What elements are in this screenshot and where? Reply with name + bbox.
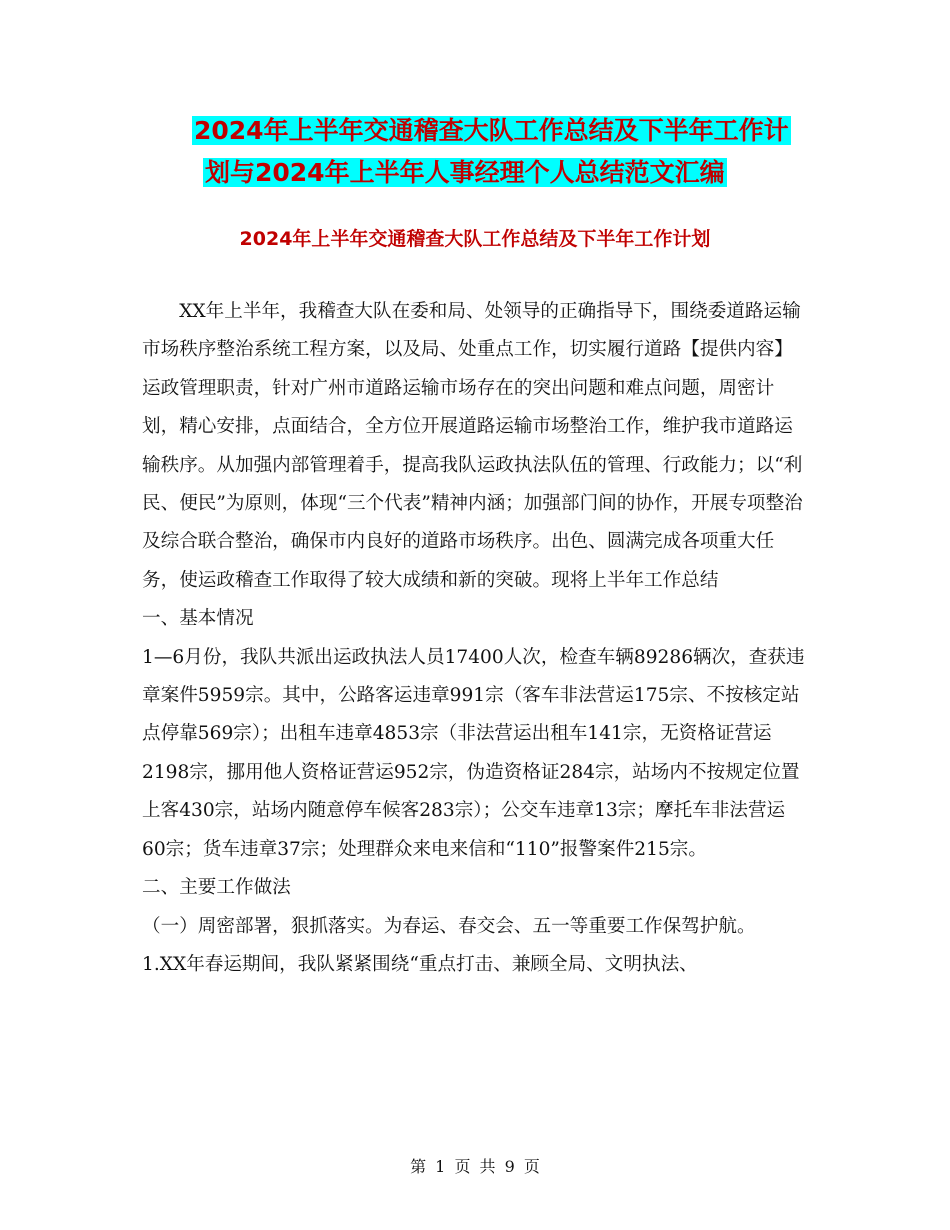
document-main-title-line1: 2024年上半年交通稽查大队工作总结及下半年工作计 xyxy=(194,116,789,145)
document-body xyxy=(142,293,808,984)
document-main-title-line2: 划与2024年上半年人事经理个人总结范文汇编 xyxy=(205,158,725,187)
heading-basic-situation: 一、基本情况 xyxy=(142,608,254,630)
intro-paragraph: XX年上半年，我稽查大队在委和局、处领导的正确指导下，围绕委道路运输市场秩序整治系统工程方案，以及局、处重点工作，切实履行道路【提供内容】 运政管理职责，针对广州市道路运输市场存在的突出问题和难点问题，周密计划，精心安排，点面结合，全方位开展道路运输市场整治工作，维护我市道路运输秩序。从加强内部管理着手，提高我队运政执法队伍的管理、行政能力；以“利民、便民”为原则，体现“三个代表”精神内涵；加强部门间的协作，开展专项整治及综合联合整治，确保市内良好的道路市场秩序。出色、圆满完成各项重大任务，使运政稽查工作取得了较大成绩和新的突破。现将上半年工作总结 xyxy=(142,301,803,591)
page-footer: 第 1 页 共 9 页 xyxy=(410,1157,540,1176)
section-title: 2024年上半年交通稽查大队工作总结及下半年工作计划 xyxy=(239,228,711,250)
heading-main-practices: 二、主要工作做法 xyxy=(142,877,291,899)
subheading-deployment: （一）周密部署，狠抓落实。为春运、春交会、五一等重要工作保驾护航。 xyxy=(142,915,756,937)
statistics-paragraph: 1—6月份，我队共派出运政执法人员17400人次，检查车辆89286辆次，查获违章案件5959宗。其中，公路客运违章991宗（客车非法营运175宗、不按核定站点停靠569宗）；出租车违章4853宗（非法营运出租车141宗，无资格证营运2198宗，挪用他人资格证营运952宗，伪造资格证284宗，站场内不按规定位置上客430宗，站场内随意停车候客283宗）；公交车违章13宗；摩托车非法营运60宗；货车违章37宗；处理群众来电来信和“110”报警案件215宗。 xyxy=(142,646,805,860)
spring-transport-paragraph: 1.XX年春运期间，我队紧紧围绕“重点打击、兼顾全局、文明执法、 xyxy=(142,953,698,975)
